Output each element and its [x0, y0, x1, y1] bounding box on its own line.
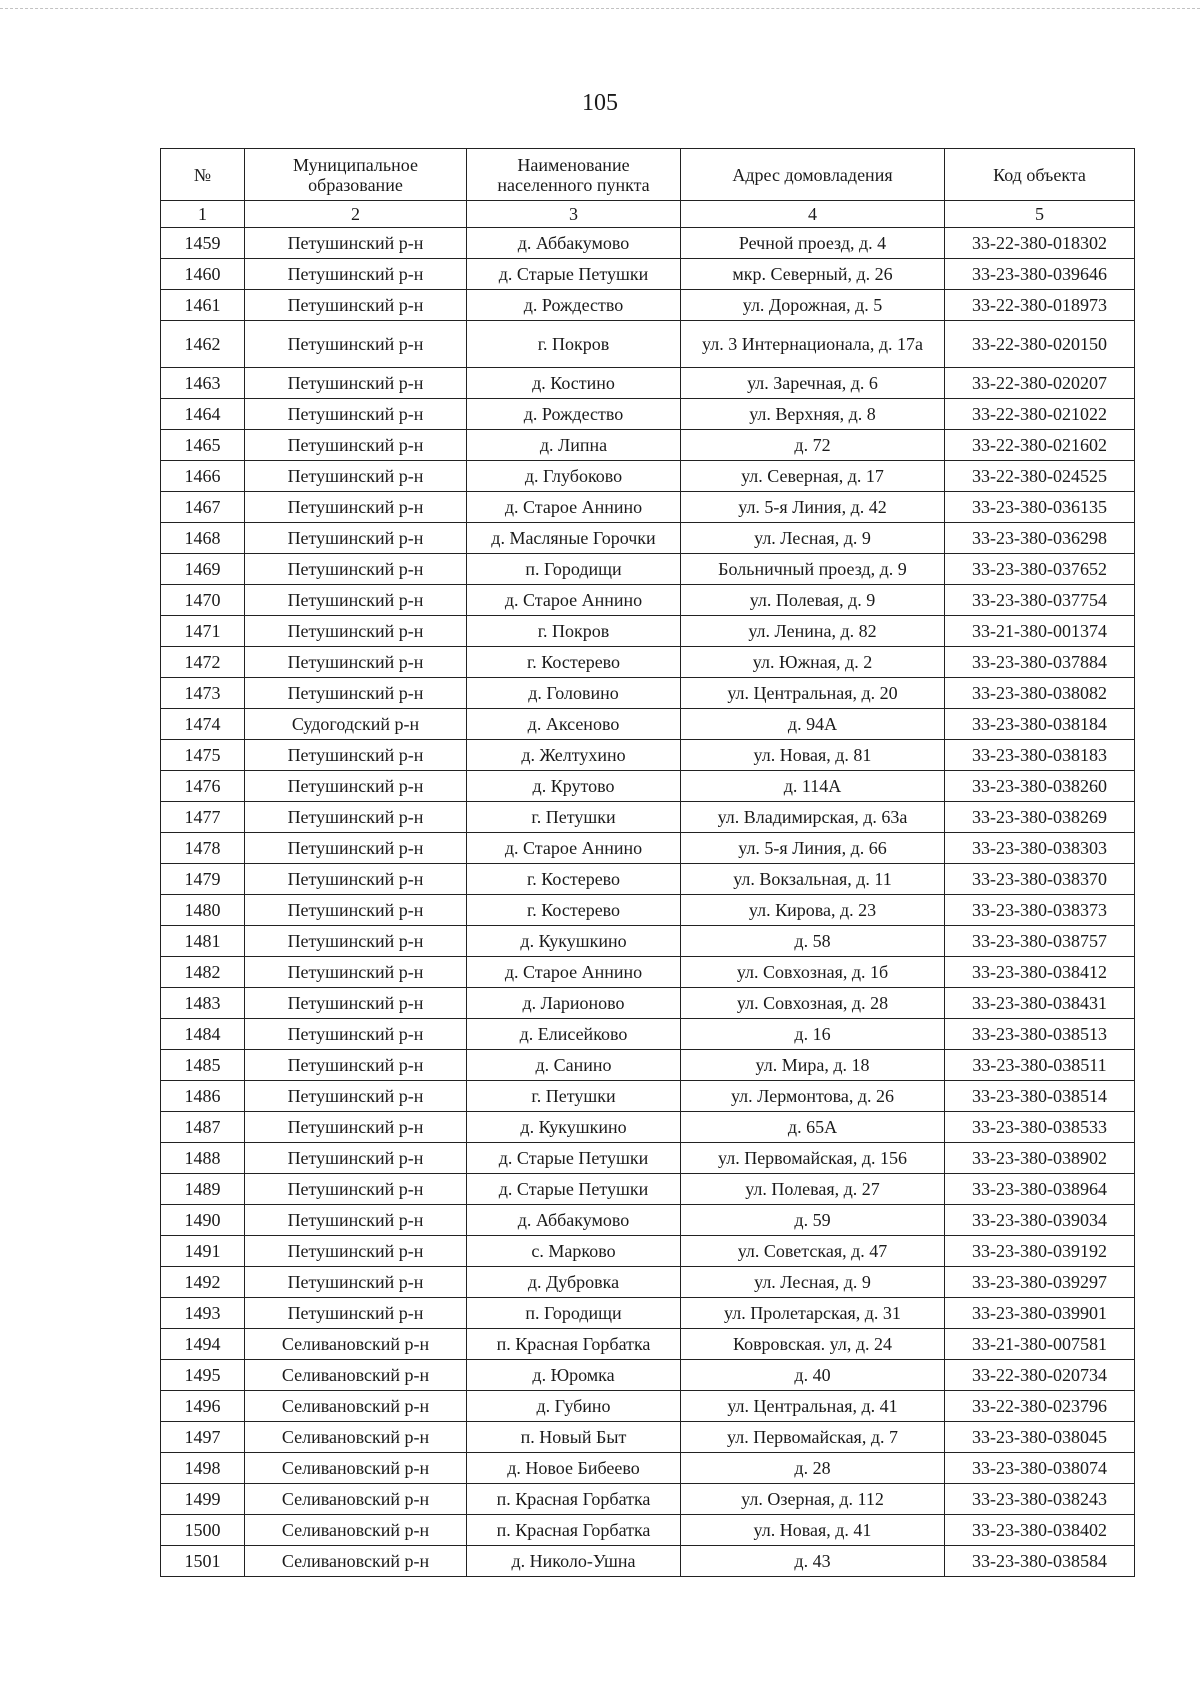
cell-object-code: 33-23-380-039192 [945, 1236, 1135, 1267]
cell-number: 1479 [161, 864, 245, 895]
cell-address: д. 16 [681, 1019, 945, 1050]
cell-address: ул. Центральная, д. 20 [681, 678, 945, 709]
cell-municipality: Петушинский р-н [245, 895, 467, 926]
cell-number: 1459 [161, 228, 245, 259]
cell-object-code: 33-23-380-038533 [945, 1112, 1135, 1143]
cell-municipality: Петушинский р-н [245, 492, 467, 523]
cell-address: д. 65А [681, 1112, 945, 1143]
table-row [161, 1484, 1135, 1515]
cell-address: ул. Озерная, д. 112 [681, 1484, 945, 1515]
table-row [161, 988, 1135, 1019]
cell-object-code: 33-22-380-018302 [945, 228, 1135, 259]
column-number-row [161, 201, 1135, 228]
cell-municipality: Селивановский р-н [245, 1360, 467, 1391]
cell-address: ул. Северная, д. 17 [681, 461, 945, 492]
header-municipality: Муниципальное образование [245, 149, 467, 201]
cell-municipality: Петушинский р-н [245, 988, 467, 1019]
table-row [161, 802, 1135, 833]
cell-settlement: г. Петушки [467, 1081, 681, 1112]
cell-municipality: Петушинский р-н [245, 740, 467, 771]
cell-object-code: 33-23-380-039901 [945, 1298, 1135, 1329]
cell-number: 1470 [161, 585, 245, 616]
cell-number: 1464 [161, 399, 245, 430]
cell-number: 1487 [161, 1112, 245, 1143]
cell-number: 1500 [161, 1515, 245, 1546]
cell-settlement: д. Головино [467, 678, 681, 709]
table-header [161, 149, 1135, 228]
table-row [161, 523, 1135, 554]
cell-number: 1494 [161, 1329, 245, 1360]
cell-address: ул. Советская, д. 47 [681, 1236, 945, 1267]
cell-address: ул. Первомайская, д. 7 [681, 1422, 945, 1453]
table-row [161, 228, 1135, 259]
cell-object-code: 33-23-380-038514 [945, 1081, 1135, 1112]
cell-settlement: г. Костерево [467, 895, 681, 926]
table-row [161, 771, 1135, 802]
cell-settlement: д. Аксеново [467, 709, 681, 740]
cell-settlement: д. Юромка [467, 1360, 681, 1391]
column-number: 1 [161, 201, 245, 228]
table-row [161, 1019, 1135, 1050]
cell-object-code: 33-22-380-021022 [945, 399, 1135, 430]
cell-municipality: Селивановский р-н [245, 1329, 467, 1360]
cell-address: ул. Полевая, д. 27 [681, 1174, 945, 1205]
cell-address: ул. Совхозная, д. 28 [681, 988, 945, 1019]
cell-address: д. 28 [681, 1453, 945, 1484]
table-row [161, 957, 1135, 988]
cell-settlement: д. Старые Петушки [467, 1174, 681, 1205]
cell-settlement: д. Ларионово [467, 988, 681, 1019]
cell-municipality: Петушинский р-н [245, 430, 467, 461]
cell-settlement: г. Костерево [467, 864, 681, 895]
cell-address: ул. 5-я Линия, д. 42 [681, 492, 945, 523]
table-row [161, 368, 1135, 399]
cell-number: 1473 [161, 678, 245, 709]
cell-municipality: Петушинский р-н [245, 1050, 467, 1081]
table-row [161, 1236, 1135, 1267]
table-row [161, 492, 1135, 523]
cell-settlement: п. Красная Горбатка [467, 1329, 681, 1360]
cell-settlement: д. Николо-Ушна [467, 1546, 681, 1577]
cell-address: д. 72 [681, 430, 945, 461]
table-row [161, 321, 1135, 368]
table-row [161, 554, 1135, 585]
table-row [161, 1174, 1135, 1205]
header-address: Адрес домовладения [681, 149, 945, 201]
cell-number: 1462 [161, 321, 245, 368]
cell-number: 1489 [161, 1174, 245, 1205]
cell-municipality: Петушинский р-н [245, 771, 467, 802]
cell-address: ул. Центральная, д. 41 [681, 1391, 945, 1422]
cell-object-code: 33-23-380-038511 [945, 1050, 1135, 1081]
cell-object-code: 33-23-380-038902 [945, 1143, 1135, 1174]
cell-address: ул. Дорожная, д. 5 [681, 290, 945, 321]
cell-settlement: п. Красная Горбатка [467, 1515, 681, 1546]
cell-settlement: д. Старое Аннино [467, 957, 681, 988]
cell-object-code: 33-23-380-037884 [945, 647, 1135, 678]
cell-number: 1484 [161, 1019, 245, 1050]
cell-number: 1501 [161, 1546, 245, 1577]
cell-number: 1469 [161, 554, 245, 585]
cell-municipality: Петушинский р-н [245, 585, 467, 616]
cell-object-code: 33-23-380-038082 [945, 678, 1135, 709]
cell-object-code: 33-22-380-024525 [945, 461, 1135, 492]
cell-municipality: Селивановский р-н [245, 1453, 467, 1484]
cell-settlement: д. Аббакумово [467, 228, 681, 259]
cell-address: ул. Первомайская, д. 156 [681, 1143, 945, 1174]
cell-municipality: Петушинский р-н [245, 926, 467, 957]
cell-address: Больничный проезд, д. 9 [681, 554, 945, 585]
cell-number: 1468 [161, 523, 245, 554]
cell-number: 1499 [161, 1484, 245, 1515]
cell-object-code: 33-22-380-018973 [945, 290, 1135, 321]
cell-object-code: 33-23-380-038964 [945, 1174, 1135, 1205]
cell-object-code: 33-23-380-039297 [945, 1267, 1135, 1298]
cell-object-code: 33-23-380-038074 [945, 1453, 1135, 1484]
cell-address: д. 40 [681, 1360, 945, 1391]
cell-object-code: 33-23-380-037652 [945, 554, 1135, 585]
cell-settlement: д. Старые Петушки [467, 1143, 681, 1174]
cell-settlement: д. Глубоково [467, 461, 681, 492]
cell-number: 1493 [161, 1298, 245, 1329]
cell-number: 1460 [161, 259, 245, 290]
cell-number: 1498 [161, 1453, 245, 1484]
cell-settlement: г. Костерево [467, 647, 681, 678]
cell-municipality: Петушинский р-н [245, 1019, 467, 1050]
cell-settlement: п. Новый Быт [467, 1422, 681, 1453]
cell-address: ул. Новая, д. 41 [681, 1515, 945, 1546]
cell-address: Ковровская. ул, д. 24 [681, 1329, 945, 1360]
cell-address: ул. 3 Интернационала, д. 17а [681, 321, 945, 368]
cell-number: 1461 [161, 290, 245, 321]
cell-object-code: 33-23-380-036135 [945, 492, 1135, 523]
cell-municipality: Петушинский р-н [245, 1081, 467, 1112]
cell-municipality: Петушинский р-н [245, 321, 467, 368]
cell-object-code: 33-23-380-038584 [945, 1546, 1135, 1577]
cell-object-code: 33-23-380-038045 [945, 1422, 1135, 1453]
cell-object-code: 33-23-380-039034 [945, 1205, 1135, 1236]
cell-object-code: 33-22-380-020734 [945, 1360, 1135, 1391]
cell-municipality: Петушинский р-н [245, 1267, 467, 1298]
cell-number: 1474 [161, 709, 245, 740]
cell-address: ул. Владимирская, д. 63а [681, 802, 945, 833]
cell-number: 1463 [161, 368, 245, 399]
cell-settlement: п. Городищи [467, 554, 681, 585]
cell-object-code: 33-23-380-038269 [945, 802, 1135, 833]
cell-address: д. 58 [681, 926, 945, 957]
cell-settlement: д. Санино [467, 1050, 681, 1081]
cell-number: 1490 [161, 1205, 245, 1236]
column-number: 3 [467, 201, 681, 228]
table-row [161, 1422, 1135, 1453]
cell-municipality: Петушинский р-н [245, 461, 467, 492]
cell-number: 1495 [161, 1360, 245, 1391]
cell-number: 1488 [161, 1143, 245, 1174]
table-row [161, 926, 1135, 957]
cell-number: 1485 [161, 1050, 245, 1081]
table-row [161, 616, 1135, 647]
cell-object-code: 33-23-380-038373 [945, 895, 1135, 926]
cell-object-code: 33-23-380-037754 [945, 585, 1135, 616]
table-row [161, 647, 1135, 678]
table-row [161, 1546, 1135, 1577]
cell-object-code: 33-23-380-038412 [945, 957, 1135, 988]
cell-settlement: г. Покров [467, 321, 681, 368]
table-row [161, 1453, 1135, 1484]
cell-object-code: 33-23-380-038431 [945, 988, 1135, 1019]
table-row [161, 399, 1135, 430]
cell-object-code: 33-23-380-038303 [945, 833, 1135, 864]
cell-municipality: Петушинский р-н [245, 957, 467, 988]
cell-object-code: 33-21-380-001374 [945, 616, 1135, 647]
cell-settlement: д. Крутово [467, 771, 681, 802]
page-number: 105 [582, 90, 618, 116]
cell-settlement: д. Старое Аннино [467, 585, 681, 616]
cell-address: ул. Южная, д. 2 [681, 647, 945, 678]
cell-object-code: 33-23-380-038402 [945, 1515, 1135, 1546]
cell-settlement: д. Елисейково [467, 1019, 681, 1050]
cell-municipality: Петушинский р-н [245, 1143, 467, 1174]
cell-object-code: 33-22-380-021602 [945, 430, 1135, 461]
table-row [161, 740, 1135, 771]
table-row [161, 1298, 1135, 1329]
cell-municipality: Петушинский р-н [245, 802, 467, 833]
cell-settlement: д. Желтухино [467, 740, 681, 771]
cell-number: 1476 [161, 771, 245, 802]
column-number: 5 [945, 201, 1135, 228]
cell-address: д. 43 [681, 1546, 945, 1577]
cell-number: 1475 [161, 740, 245, 771]
cell-settlement: д. Старые Петушки [467, 259, 681, 290]
cell-municipality: Петушинский р-н [245, 678, 467, 709]
cell-municipality: Селивановский р-н [245, 1546, 467, 1577]
cell-number: 1483 [161, 988, 245, 1019]
cell-address: ул. Мира, д. 18 [681, 1050, 945, 1081]
cell-object-code: 33-23-380-038513 [945, 1019, 1135, 1050]
cell-municipality: Петушинский р-н [245, 259, 467, 290]
table-row [161, 709, 1135, 740]
table-row [161, 1515, 1135, 1546]
cell-address: ул. Верхняя, д. 8 [681, 399, 945, 430]
header-row [161, 149, 1135, 201]
table-row [161, 1329, 1135, 1360]
cell-number: 1472 [161, 647, 245, 678]
cell-settlement: д. Рождество [467, 399, 681, 430]
table-row [161, 895, 1135, 926]
cell-settlement: д. Новое Бибеево [467, 1453, 681, 1484]
table-row [161, 1267, 1135, 1298]
cell-object-code: 33-22-380-023796 [945, 1391, 1135, 1422]
cell-municipality: Петушинский р-н [245, 290, 467, 321]
cell-object-code: 33-22-380-020207 [945, 368, 1135, 399]
cell-address: ул. Лесная, д. 9 [681, 523, 945, 554]
cell-address: ул. Ленина, д. 82 [681, 616, 945, 647]
table-row [161, 1391, 1135, 1422]
cell-address: Речной проезд, д. 4 [681, 228, 945, 259]
cell-municipality: Петушинский р-н [245, 368, 467, 399]
table-row [161, 1081, 1135, 1112]
cell-address: д. 114А [681, 771, 945, 802]
cell-number: 1491 [161, 1236, 245, 1267]
cell-settlement: д. Рождество [467, 290, 681, 321]
cell-object-code: 33-23-380-036298 [945, 523, 1135, 554]
cell-settlement: д. Старое Аннино [467, 833, 681, 864]
cell-municipality: Петушинский р-н [245, 523, 467, 554]
cell-municipality: Петушинский р-н [245, 1205, 467, 1236]
cell-municipality: Петушинский р-н [245, 1298, 467, 1329]
table-row [161, 461, 1135, 492]
cell-municipality: Петушинский р-н [245, 647, 467, 678]
table-row [161, 585, 1135, 616]
cell-number: 1492 [161, 1267, 245, 1298]
cell-settlement: д. Липна [467, 430, 681, 461]
cell-municipality: Петушинский р-н [245, 1174, 467, 1205]
header-number: № [161, 149, 245, 201]
table-row [161, 1360, 1135, 1391]
cell-settlement: д. Кукушкино [467, 1112, 681, 1143]
cell-municipality: Селивановский р-н [245, 1484, 467, 1515]
table-row [161, 290, 1135, 321]
cell-address: ул. 5-я Линия, д. 66 [681, 833, 945, 864]
cell-number: 1497 [161, 1422, 245, 1453]
cell-number: 1465 [161, 430, 245, 461]
cell-object-code: 33-23-380-038243 [945, 1484, 1135, 1515]
cell-municipality: Петушинский р-н [245, 228, 467, 259]
cell-address: ул. Пролетарская, д. 31 [681, 1298, 945, 1329]
cell-object-code: 33-23-380-038757 [945, 926, 1135, 957]
table-row [161, 430, 1135, 461]
header-object-code: Код объекта [945, 149, 1135, 201]
cell-number: 1482 [161, 957, 245, 988]
cell-object-code: 33-23-380-038184 [945, 709, 1135, 740]
cell-municipality: Селивановский р-н [245, 1391, 467, 1422]
cell-address: ул. Вокзальная, д. 11 [681, 864, 945, 895]
cell-object-code: 33-22-380-020150 [945, 321, 1135, 368]
cell-number: 1496 [161, 1391, 245, 1422]
cell-number: 1467 [161, 492, 245, 523]
column-number: 2 [245, 201, 467, 228]
cell-municipality: Селивановский р-н [245, 1422, 467, 1453]
cell-settlement: д. Аббакумово [467, 1205, 681, 1236]
cell-number: 1486 [161, 1081, 245, 1112]
cell-address: ул. Лесная, д. 9 [681, 1267, 945, 1298]
cell-settlement: п. Городищи [467, 1298, 681, 1329]
table-row [161, 1143, 1135, 1174]
cell-object-code: 33-21-380-007581 [945, 1329, 1135, 1360]
cell-address: ул. Новая, д. 81 [681, 740, 945, 771]
table-row [161, 864, 1135, 895]
cell-number: 1478 [161, 833, 245, 864]
cell-municipality: Судогодский р-н [245, 709, 467, 740]
cell-address: д. 59 [681, 1205, 945, 1236]
cell-number: 1466 [161, 461, 245, 492]
cell-object-code: 33-23-380-038370 [945, 864, 1135, 895]
column-number: 4 [681, 201, 945, 228]
scan-edge-line [0, 8, 1200, 9]
cell-object-code: 33-23-380-038260 [945, 771, 1135, 802]
table-row [161, 1050, 1135, 1081]
cell-settlement: г. Покров [467, 616, 681, 647]
cell-settlement: д. Кукушкино [467, 926, 681, 957]
cell-municipality: Петушинский р-н [245, 1236, 467, 1267]
cell-address: мкр. Северный, д. 26 [681, 259, 945, 290]
cell-settlement: г. Петушки [467, 802, 681, 833]
cell-settlement: д. Старое Аннино [467, 492, 681, 523]
cell-number: 1477 [161, 802, 245, 833]
cell-number: 1481 [161, 926, 245, 957]
cell-settlement: д. Дубровка [467, 1267, 681, 1298]
cell-municipality: Петушинский р-н [245, 833, 467, 864]
households-table [160, 148, 1135, 1577]
cell-municipality: Петушинский р-н [245, 554, 467, 585]
cell-settlement: д. Масляные Горочки [467, 523, 681, 554]
cell-address: д. 94А [681, 709, 945, 740]
cell-address: ул. Заречная, д. 6 [681, 368, 945, 399]
cell-address: ул. Кирова, д. 23 [681, 895, 945, 926]
table-row [161, 833, 1135, 864]
cell-municipality: Селивановский р-н [245, 1515, 467, 1546]
header-settlement: Наименование населенного пункта [467, 149, 681, 201]
cell-object-code: 33-23-380-039646 [945, 259, 1135, 290]
cell-municipality: Петушинский р-н [245, 616, 467, 647]
cell-number: 1471 [161, 616, 245, 647]
cell-object-code: 33-23-380-038183 [945, 740, 1135, 771]
cell-municipality: Петушинский р-н [245, 1112, 467, 1143]
cell-address: ул. Совхозная, д. 1б [681, 957, 945, 988]
table-body [161, 228, 1135, 1577]
cell-address: ул. Полевая, д. 9 [681, 585, 945, 616]
cell-number: 1480 [161, 895, 245, 926]
table-row [161, 259, 1135, 290]
table-row [161, 1205, 1135, 1236]
cell-municipality: Петушинский р-н [245, 864, 467, 895]
table-row [161, 678, 1135, 709]
cell-settlement: п. Красная Горбатка [467, 1484, 681, 1515]
cell-municipality: Петушинский р-н [245, 399, 467, 430]
table-row [161, 1112, 1135, 1143]
cell-settlement: с. Марково [467, 1236, 681, 1267]
cell-settlement: д. Губино [467, 1391, 681, 1422]
cell-settlement: д. Костино [467, 368, 681, 399]
cell-address: ул. Лермонтова, д. 26 [681, 1081, 945, 1112]
